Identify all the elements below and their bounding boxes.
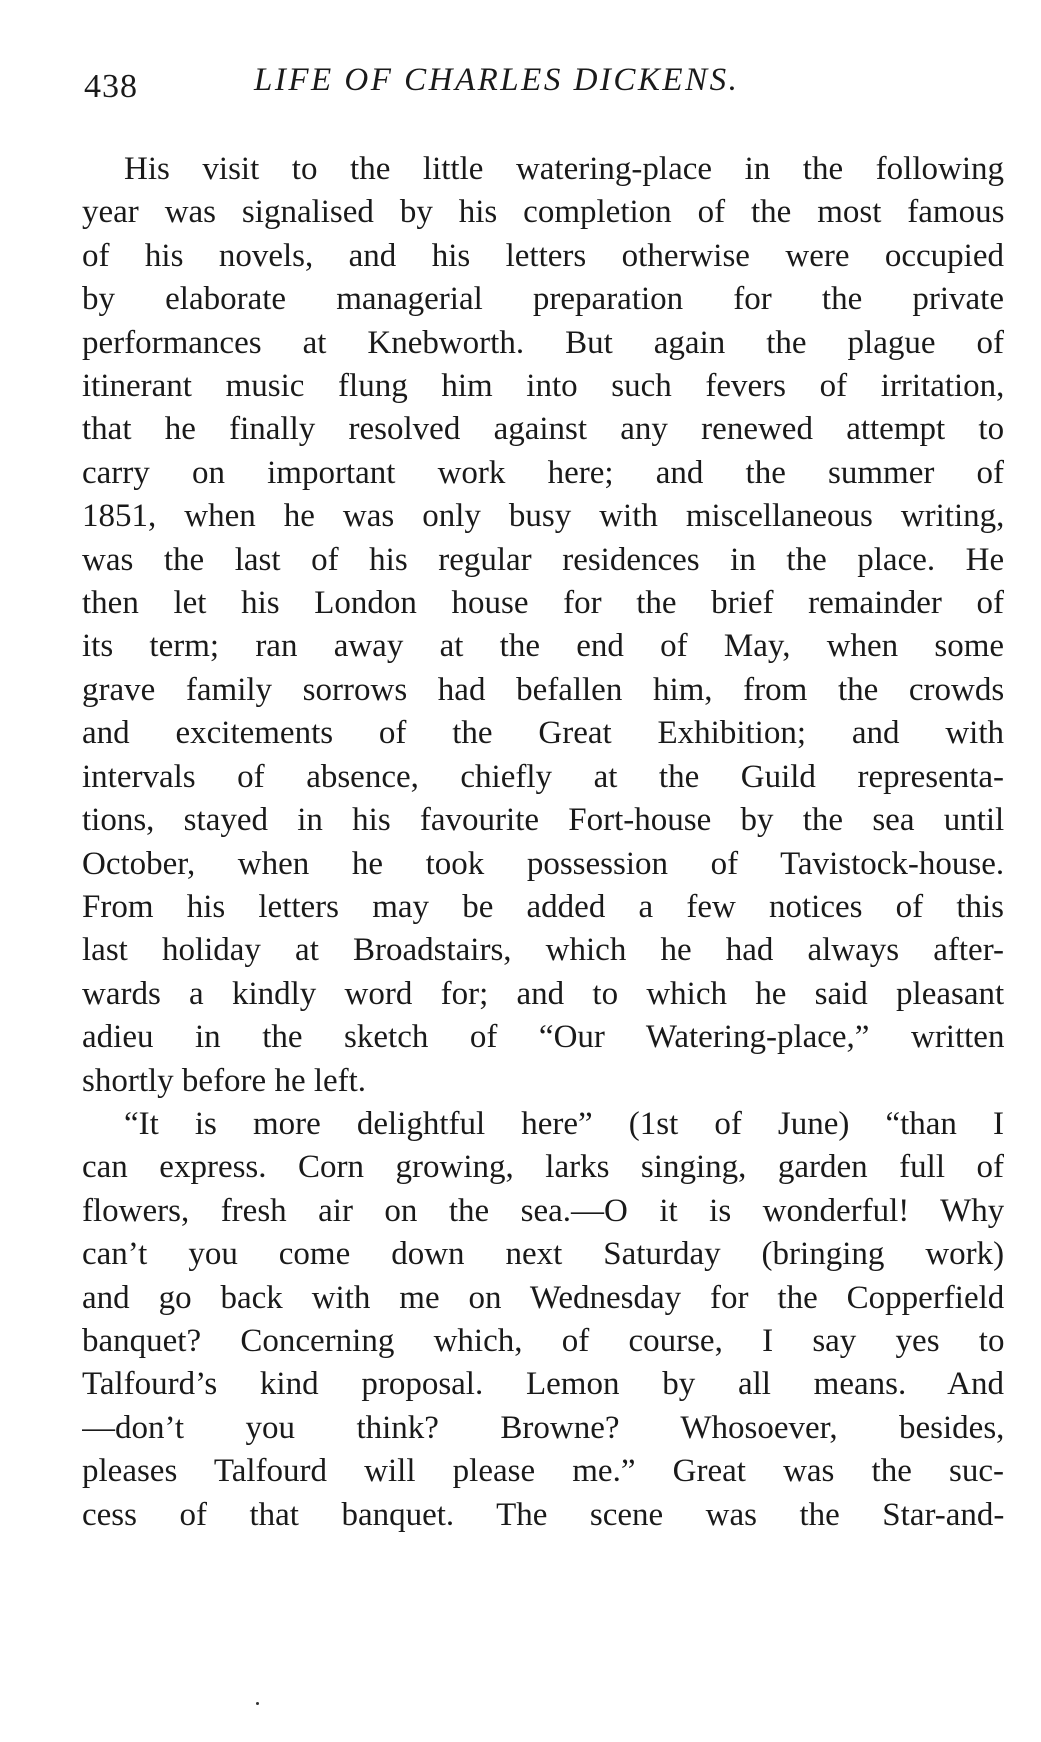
text-line: October, when he took possession of Tavistock-house. bbox=[82, 845, 1004, 882]
page-number: 438 bbox=[84, 68, 138, 105]
text-line: and go back with me on Wednesday for the Copperfield bbox=[82, 1279, 1004, 1316]
text-line: “It is more delightful here” (1st of June) “than I bbox=[124, 1105, 1004, 1142]
text-line: pleases Talfourd will please me.” Great was the suc- bbox=[82, 1453, 1004, 1490]
text-line: by elaborate managerial preparation for the private bbox=[82, 281, 1004, 318]
text-line: was the last of his regular residences in the place. He bbox=[82, 541, 1004, 578]
text-line: —don’t you think? Browne? Whosoever, besides, bbox=[82, 1409, 1004, 1446]
text-line: wards a kindly word for; and to which he said pleasant bbox=[82, 975, 1004, 1012]
paragraph-2 bbox=[82, 1103, 1004, 1537]
text-line: 1851, when he was only busy with miscellaneous writing, bbox=[82, 498, 1004, 535]
text-line: then let his London house for the brief remainder of bbox=[82, 585, 1004, 622]
running-head bbox=[84, 58, 1004, 118]
text-line: From his letters may be added a few notices of this bbox=[82, 888, 1004, 925]
text-line: carry on important work here; and the summer of bbox=[82, 454, 1004, 491]
text-line: that he finally resolved against any renewed attempt to bbox=[82, 411, 1004, 448]
text-line: year was signalised by his completion of the most famous bbox=[82, 194, 1004, 231]
body-text bbox=[82, 148, 1004, 1537]
text-line: performances at Knebworth. But again the plague of bbox=[82, 324, 1004, 361]
text-line: Talfourd’s kind proposal. Lemon by all means. And bbox=[82, 1366, 1004, 1403]
text-line: His visit to the little watering-place in the following bbox=[124, 151, 1004, 187]
text-line: flowers, fresh air on the sea.—O it is wonderful! Why bbox=[82, 1192, 1004, 1229]
paragraph-1 bbox=[82, 148, 1004, 1103]
text-line: cess of that banquet. The scene was the Star-and- bbox=[82, 1496, 1004, 1533]
text-line: of his novels, and his letters otherwise were occupied bbox=[82, 237, 1004, 274]
text-line: can’t you come down next Saturday (bringing work) bbox=[82, 1236, 1004, 1273]
text-line: shortly before he left. bbox=[82, 1062, 367, 1099]
text-line: tions, stayed in his favourite Fort-house by the sea until bbox=[82, 802, 1004, 839]
text-line: last holiday at Broadstairs, which he had always after- bbox=[82, 932, 1004, 969]
running-title: LIFE OF CHARLES DICKENS. bbox=[254, 62, 740, 98]
text-line: adieu in the sketch of “Our Watering-place,” written bbox=[82, 1019, 1004, 1056]
text-line: grave family sorrows had befallen him, from the crowds bbox=[82, 671, 1004, 708]
text-line: its term; ran away at the end of May, when some bbox=[82, 628, 1004, 665]
paper-speck bbox=[256, 1702, 259, 1705]
text-line: can express. Corn growing, larks singing, garden full of bbox=[82, 1149, 1004, 1186]
text-line: intervals of absence, chiefly at the Guild representa- bbox=[82, 758, 1004, 795]
text-line: banquet? Concerning which, of course, I say yes to bbox=[82, 1322, 1004, 1359]
text-line: and excitements of the Great Exhibition; and with bbox=[82, 715, 1004, 752]
text-line: itinerant music flung him into such fevers of irritation, bbox=[82, 368, 1004, 405]
